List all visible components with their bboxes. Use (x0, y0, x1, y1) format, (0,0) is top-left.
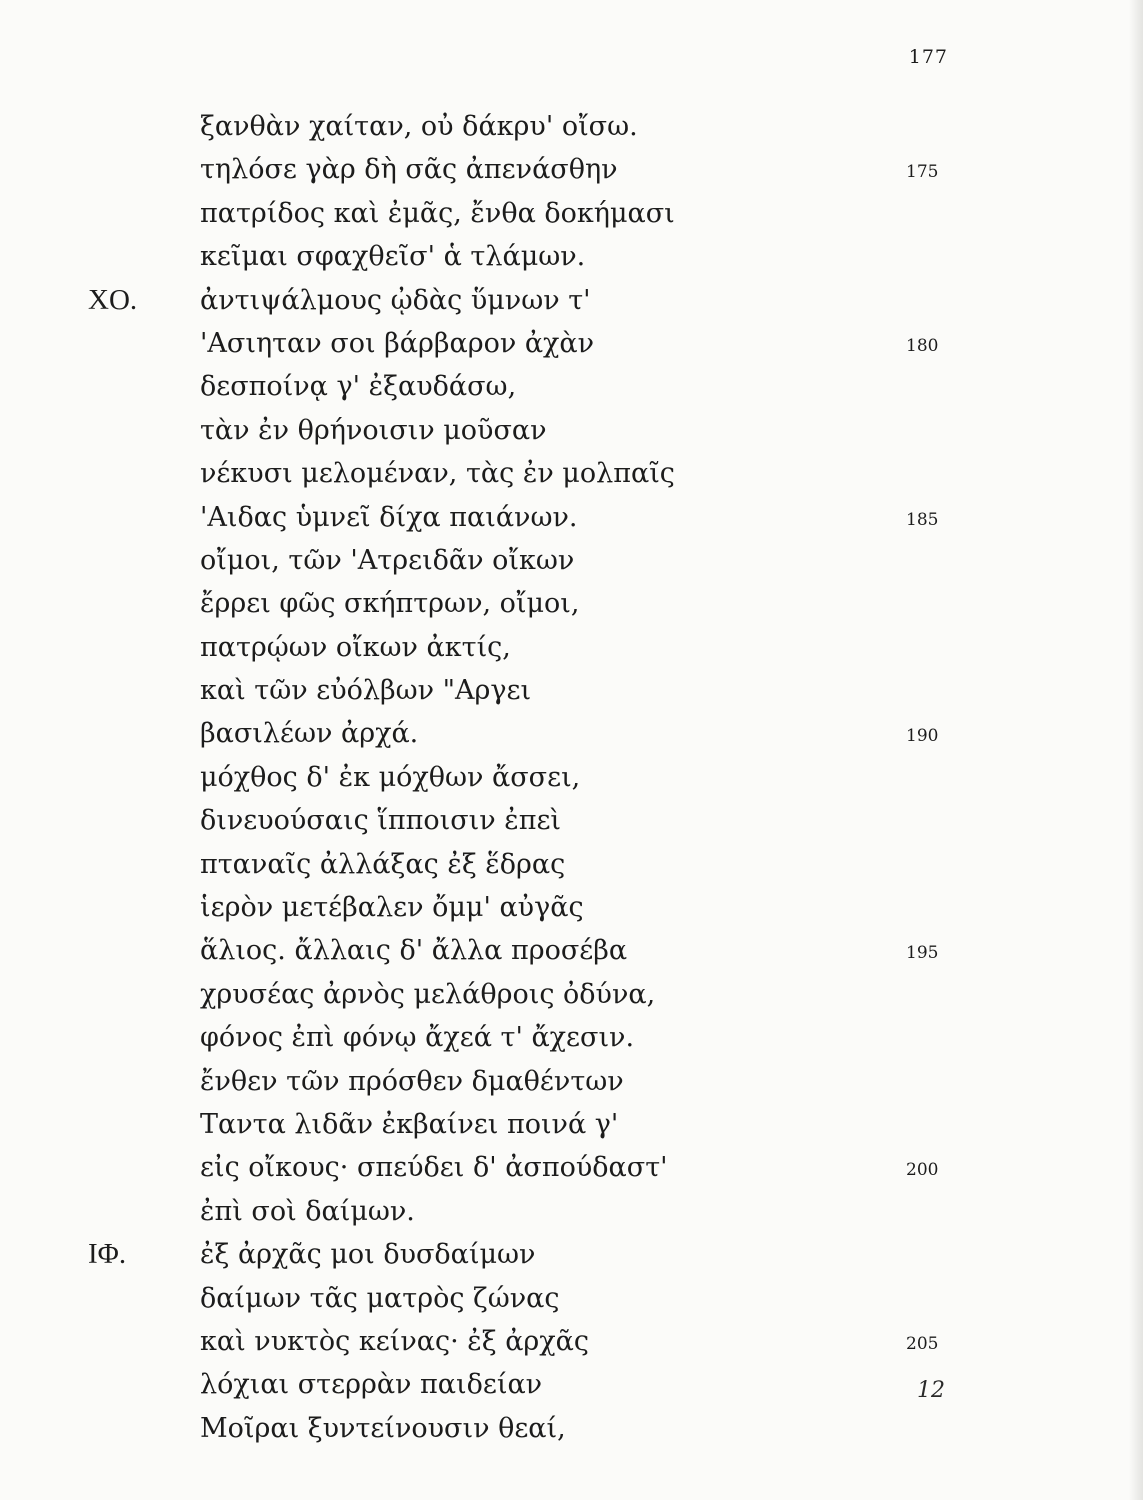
verse-line (200, 843, 920, 886)
verse-line (200, 669, 920, 712)
verse-line-text: νέκυσι μελομέναν, τὰς ἐν μολπαῖς (200, 458, 675, 490)
verse-line-text: πατρῴων οἴκων ἀκτίς, (200, 631, 511, 663)
verse-line (200, 1103, 920, 1146)
verse-line (200, 1407, 920, 1450)
verse-line-text: δινευούσαις ἵπποισιν ἐπεὶ (200, 805, 562, 837)
verse-line (200, 929, 939, 972)
verse-line-text: χρυσέας ἀρνὸς μελάθροις ὀδύνα, (200, 978, 656, 1010)
verse-line-text: ἀντιψάλμους ᾠδὰς ὕμνων τ' (200, 284, 591, 316)
line-number: 195 (906, 943, 939, 964)
verse-line-text: ἔνθεν τῶν πρόσθεν δμαθέντων (200, 1065, 624, 1097)
speaker-label: ΧΟ. (88, 283, 138, 316)
line-number: 200 (906, 1160, 939, 1181)
verse-line-text: ἐπὶ σοὶ δαίμων. (200, 1195, 415, 1227)
verse-line (200, 1060, 920, 1103)
verse-line-text: πατρίδος καὶ ἐμᾶς, ἔνθα δοκήμασι (200, 197, 675, 229)
verse-line-text: τηλόσε γὰρ δὴ σᾶς ἀπενάσθην (200, 154, 618, 186)
verse-line-text: δαίμων τᾶς ματρὸς ζώνας (200, 1282, 560, 1314)
verse-line-text: βασιλέων ἀρχά. (200, 718, 419, 750)
verse-line (200, 539, 920, 582)
verse-line-text: ξανθὰν χαίταν, οὐ δάκρυ' οἴσω. (200, 111, 638, 142)
verse-line-text: Ταντα λιδᾶν ἐκβαίνει ποινά γ' (200, 1108, 619, 1140)
verse-line-text: πταναῖς ἀλλάξας ἐξ ἕδρας (200, 848, 566, 880)
verse-line (200, 1320, 939, 1363)
verse-line (200, 799, 920, 842)
page-edge-shadow (1129, 0, 1143, 1500)
verse-line (200, 626, 920, 669)
verse-line (200, 365, 920, 408)
verse-line-text: τὰν ἐν θρήνοισιν μοῦσαν (200, 414, 547, 446)
verse-line-text: μόχθος δ' ἐκ μόχθων ἄσσει, (200, 761, 581, 793)
verse-line-text: καὶ τῶν εὐόλβων "Αργει (200, 675, 532, 707)
verse-line-text: 'Ασιηταν σοι βάρβαρον ἀχὰν (200, 327, 595, 359)
verse-line (200, 452, 920, 495)
verse-line (200, 1363, 920, 1406)
verse-line-text: οἴμοι, τῶν 'Ατρειδᾶν οἴκων (200, 544, 575, 576)
verse-line-text: ἔρρει φῶς σκήπτρων, οἴμοι, (200, 588, 580, 620)
verse-line (88, 1233, 920, 1276)
verse-line (200, 1190, 920, 1233)
line-number: 175 (906, 162, 939, 183)
verse-line-text: 'Αιδας ὑμνεῖ δίχα παιάνων. (200, 501, 578, 533)
verse-line (200, 235, 920, 278)
verse-line (200, 192, 920, 235)
verse-line (200, 105, 920, 148)
verse-line (200, 148, 939, 191)
verse-line (200, 712, 939, 755)
verse-line (200, 973, 920, 1016)
verse-line-text: δεσποίνᾳ γ' ἐξαυδάσω, (200, 371, 517, 403)
verse-line (200, 756, 920, 799)
verse-line (200, 322, 939, 365)
signature-mark: 12 (917, 1378, 945, 1403)
page-number: 177 (908, 46, 948, 68)
verse-line-text: ἅλιος. ἄλλαις δ' ἄλλα προσέβα (200, 935, 628, 967)
verse-line (200, 1146, 939, 1189)
line-number: 190 (906, 726, 939, 747)
verse-line (200, 582, 920, 625)
verse-line (88, 279, 920, 322)
verse-line-text: ἱερὸν μετέβαλεν ὄμμ' αὐγᾶς (200, 892, 584, 924)
verse-line-text: φόνος ἐπὶ φόνῳ ἄχεά τ' ἄχεσιν. (200, 1022, 635, 1054)
verse-line (200, 1277, 920, 1320)
verse-line (200, 496, 939, 539)
line-number: 185 (906, 509, 939, 530)
verse-line-text: κεῖμαι σφαχθεῖσ' ἁ τλάμων. (200, 241, 586, 273)
line-number: 205 (906, 1333, 939, 1354)
verse-line-text: εἰς οἴκους· σπεύδει δ' ἀσπούδαστ' (200, 1152, 668, 1184)
verse-line-text: Μοῖραι ξυντείνουσιν θεαί, (200, 1412, 566, 1444)
verse-line-text: ἐξ ἀρχᾶς μοι δυσδαίμων (200, 1239, 536, 1271)
verse-line-text: καὶ νυκτὸς κείνας· ἐξ ἀρχᾶς (200, 1325, 590, 1357)
speaker-label: ΙΦ. (88, 1238, 127, 1271)
verse-line (200, 886, 920, 929)
verse-line (200, 1016, 920, 1059)
verse-line-text: λόχιαι στερρὰν παιδείαν (200, 1369, 543, 1401)
line-number: 180 (906, 335, 939, 356)
verse-line (200, 409, 920, 452)
